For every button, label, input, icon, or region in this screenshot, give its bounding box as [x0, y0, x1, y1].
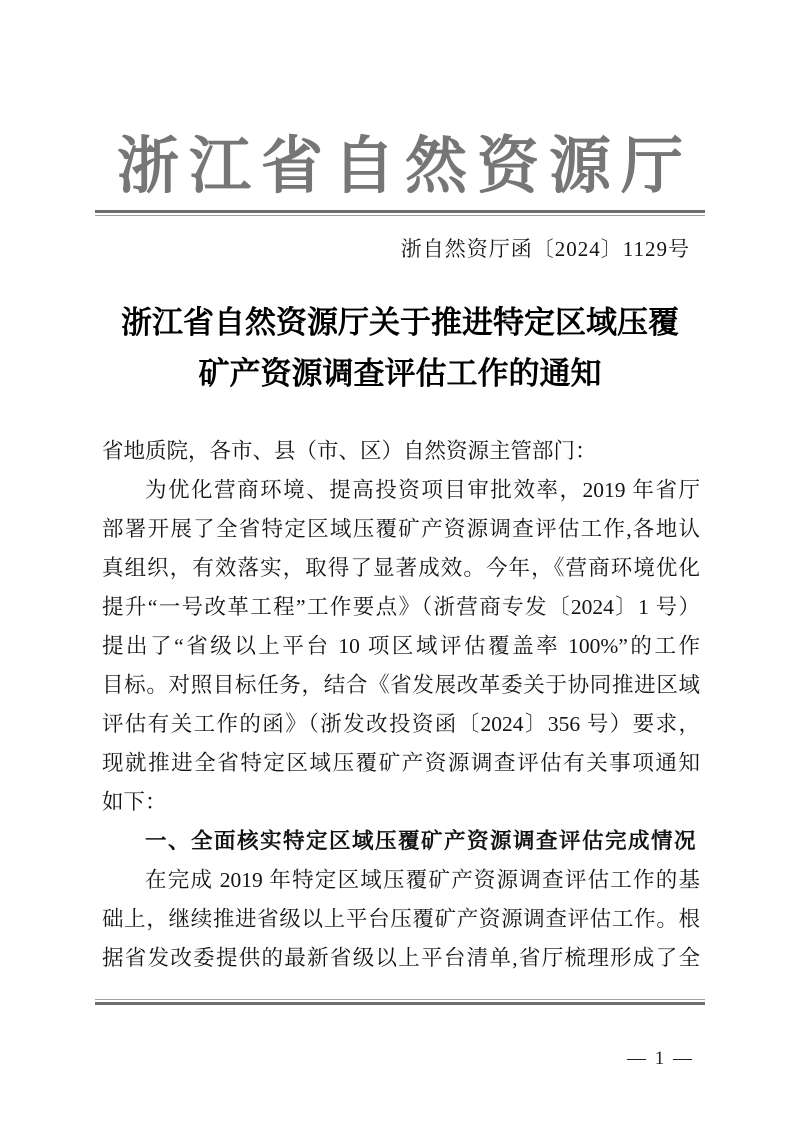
body-line: 提升“一号改革工程”工作要点》（浙营商专发〔2024〕1 号） [102, 595, 700, 619]
footer-divider [95, 999, 705, 1005]
header-divider-thick-bar [95, 210, 705, 213]
body-line: 在完成 2019 年特定区域压覆矿产资源调查评估工作的基 [145, 868, 700, 892]
document-title [0, 297, 800, 399]
body-line: 评估有关工作的函》（浙发改投资函〔2024〕356 号）要求， [102, 712, 700, 736]
document-body [102, 432, 700, 978]
header-divider-thin-bar [95, 215, 705, 216]
footer-divider-thin-bar [95, 999, 705, 1000]
body-line: 部署开展了全省特定区域压覆矿产资源调查评估工作,各地认 [102, 517, 700, 541]
letterhead-agency-name: 浙江省自然资源厅 [116, 133, 693, 201]
body-line: 为优化营商环境、提高投资项目审批效率，2019 年省厅 [145, 478, 700, 502]
body-line: 提出了“省级以上平台 10 项区域评估覆盖率 100%”的工作 [102, 634, 700, 658]
document-title-line1: 浙江省自然资源厅关于推进特定区域压覆 [121, 305, 679, 340]
document-number: 浙自然资厅函〔2024〕1129号 [400, 237, 690, 261]
header-divider [95, 210, 705, 216]
body-line: 如下： [102, 790, 167, 814]
body-line: 础上，继续推进省级以上平台压覆矿产资源调查评估工作。根 [102, 907, 700, 931]
page-number: — 1 — [627, 1048, 694, 1069]
body-line: 目标。对照目标任务，结合《省发展改革委关于协同推进区域 [102, 673, 700, 697]
body-line: 省地质院，各市、县（市、区）自然资源主管部门： [102, 439, 597, 463]
document-title-line2: 矿产资源调查评估工作的通知 [198, 356, 602, 391]
section-heading: 一、全面核实特定区域压覆矿产资源调查评估完成情况 [145, 829, 698, 853]
footer-divider-thick-bar [95, 1002, 705, 1005]
body-line: 现就推进全省特定区域压覆矿产资源调查评估有关事项通知 [102, 751, 700, 775]
body-line: 据省发改委提供的最新省级以上平台清单,省厅梳理形成了全 [102, 946, 700, 970]
body-line: 真组织，有效落实，取得了显著成效。今年，《营商环境优化 [102, 556, 700, 580]
